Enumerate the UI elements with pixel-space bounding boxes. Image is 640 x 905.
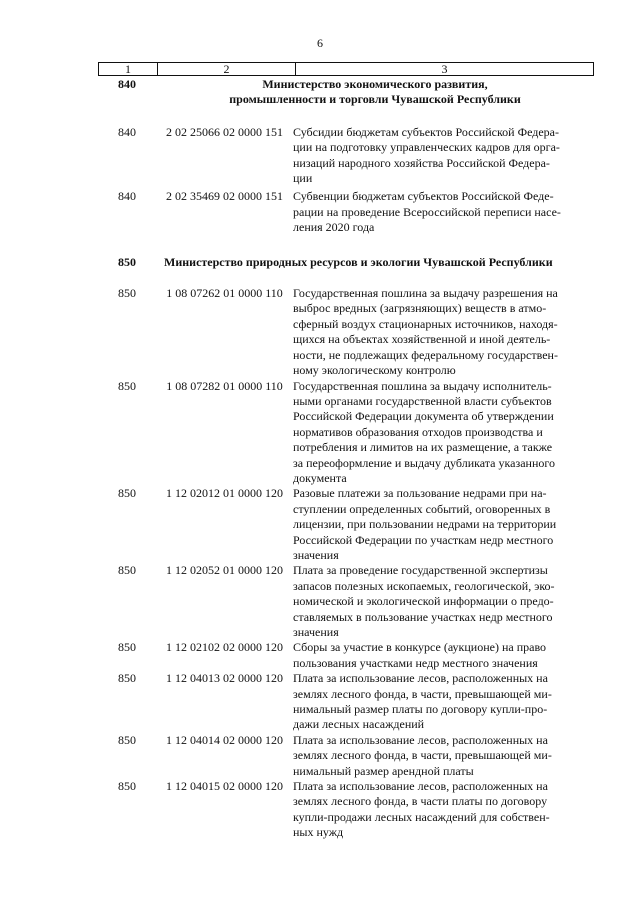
kbk-code: 1 08 07282 01 0000 110: [166, 378, 283, 393]
description-line: землях лесного фонда, в части платы по договору: [293, 794, 548, 809]
kbk-code: 1 12 02052 01 0000 120: [166, 563, 283, 578]
description-line: землях лесного фонда, в части, превышающей ми-: [293, 686, 552, 701]
income-description: [293, 779, 594, 841]
description-line: нимальный размер платы по договору купли-про-: [293, 702, 548, 717]
description-line: пользования участками недр местного значения: [293, 655, 538, 670]
description-line: выброс вредных (загрязняющих) веществ в атмо-: [293, 301, 547, 316]
admin-code: 850: [118, 486, 136, 501]
description-line: запасов полезных ископаемых, геологической, эко-: [293, 578, 555, 593]
description-line: Российской Федерации по участкам недр местного: [293, 532, 554, 547]
admin-code: 850: [118, 779, 136, 794]
table-row: [98, 189, 594, 235]
table-body: [98, 77, 594, 841]
kbk-code: 1 12 04015 02 0000 120: [166, 779, 283, 794]
description-line: ции: [293, 171, 313, 186]
description-line: купли-продажи лесных насаждений для собствен-: [293, 809, 550, 824]
description-line: Плата за использование лесов, расположенных на: [293, 779, 548, 794]
admin-code: 850: [118, 732, 136, 747]
income-description: [293, 486, 594, 563]
description-line: Субсидии бюджетам субъектов Российской Федера-: [293, 124, 559, 139]
column-header-3: 3: [441, 62, 448, 76]
description-line: Разовые платежи за пользование недрами при на-: [293, 486, 547, 501]
column-header-1: 1: [99, 63, 158, 75]
description-line: Плата за использование лесов, расположенных на: [293, 671, 548, 686]
kbk-code: 1 12 02012 01 0000 120: [166, 486, 283, 501]
description-line: документа: [293, 470, 347, 485]
income-description: [293, 125, 594, 187]
kbk-code: 1 12 02102 02 0000 120: [166, 640, 283, 655]
description-line: сферный воздух стационарных источников, находя-: [293, 316, 558, 331]
column-header-2: 2: [158, 63, 296, 75]
kbk-code: 1 08 07262 01 0000 110: [166, 286, 283, 301]
description-line: ному экологическому контролю: [293, 363, 456, 378]
income-description: [293, 671, 594, 733]
description-line: ных нужд: [293, 825, 344, 840]
description-line: значения: [293, 547, 339, 562]
description-line: потребления и лимитов на их размещение, а также: [293, 440, 553, 455]
ministry-code: 850: [118, 254, 136, 269]
ministry-title-line: Министерство экономического развития,: [262, 77, 488, 91]
income-description: [293, 189, 594, 235]
kbk-code: 2 02 35469 02 0000 151: [166, 189, 283, 204]
description-line: лицензии, при пользовании недрами на территории: [293, 517, 557, 532]
table-header: [98, 62, 594, 76]
description-line: ступлении определенных событий, оговоренных в: [293, 501, 551, 516]
admin-code: 840: [118, 124, 136, 139]
description-line: нимальный размер арендной платы: [293, 763, 474, 778]
income-description: [293, 733, 594, 779]
description-line: номической и экологической информации о предо-: [293, 594, 554, 609]
kbk-code: 1 12 04013 02 0000 120: [166, 671, 283, 686]
ministry-title-line: Министерство природных ресурсов и экологии Чувашской Республики: [164, 254, 553, 269]
description-line: Субвенции бюджетам субъектов Российской Феде-: [293, 189, 554, 204]
description-line: землях лесного фонда, в части, превышающей ми-: [293, 748, 552, 763]
description-line: Плата за использование лесов, расположенных на: [293, 732, 548, 747]
income-description: [293, 286, 594, 378]
description-line: Сборы за участие в конкурсе (аукционе) на право: [293, 640, 547, 655]
table-row: [98, 563, 594, 640]
table-row: [98, 486, 594, 563]
description-line: за переоформление и выдачу дубликата указанного: [293, 455, 556, 470]
ministry-code: 840: [118, 77, 136, 91]
ministry-title-line: промышленности и торговли Чувашской Республики: [229, 92, 521, 107]
table-row: [98, 779, 594, 841]
description-line: ности, не подлежащих федеральному государствен-: [293, 347, 558, 362]
admin-code: 850: [118, 378, 136, 393]
table-row: [98, 379, 594, 487]
table-row: [98, 733, 594, 779]
table-row: [98, 640, 594, 671]
description-line: Плата за проведение государственной экспертизы: [293, 563, 548, 578]
ministry-title: [156, 255, 594, 270]
admin-code: 850: [118, 286, 136, 301]
description-line: ными органами государственной власти субъектов: [293, 393, 552, 408]
ministry-title: [156, 77, 594, 108]
ministry-heading-850: [98, 255, 594, 270]
ministry-heading-840: [98, 77, 594, 108]
admin-code: 850: [118, 640, 136, 655]
description-line: Государственная пошлина за выдачу разрешения на: [293, 286, 558, 301]
table-row: [98, 286, 594, 378]
admin-code: 840: [118, 189, 136, 204]
table-row: [98, 125, 594, 187]
description-line: Государственная пошлина за выдачу исполнитель-: [293, 378, 552, 393]
income-description: [293, 379, 594, 487]
page-number: 6: [317, 36, 323, 50]
admin-code: 850: [118, 563, 136, 578]
income-description: [293, 640, 594, 671]
kbk-code: 1 12 04014 02 0000 120: [166, 732, 283, 747]
description-line: ления 2020 года: [293, 220, 375, 235]
description-line: щихся на объектах хозяйственной и иной деятель-: [293, 332, 551, 347]
description-line: рации на проведение Всероссийской переписи насе-: [293, 204, 561, 219]
description-line: ции на подготовку управленческих кадров для орга-: [293, 140, 560, 155]
description-line: значения: [293, 625, 339, 639]
kbk-code: 2 02 25066 02 0000 151: [166, 124, 283, 139]
description-line: нормативов образования отходов производства и: [293, 424, 543, 439]
admin-code: 850: [118, 671, 136, 686]
description-line: ставляемых в пользование участках недр местного: [293, 609, 553, 624]
table-row: [98, 671, 594, 733]
description-line: Российской Федерации документа об утверждении: [293, 409, 554, 424]
description-line: дажи лесных насаждений: [293, 717, 425, 732]
description-line: низаций народного хозяйства Российской Федера-: [293, 155, 550, 170]
income-description: [293, 563, 594, 640]
